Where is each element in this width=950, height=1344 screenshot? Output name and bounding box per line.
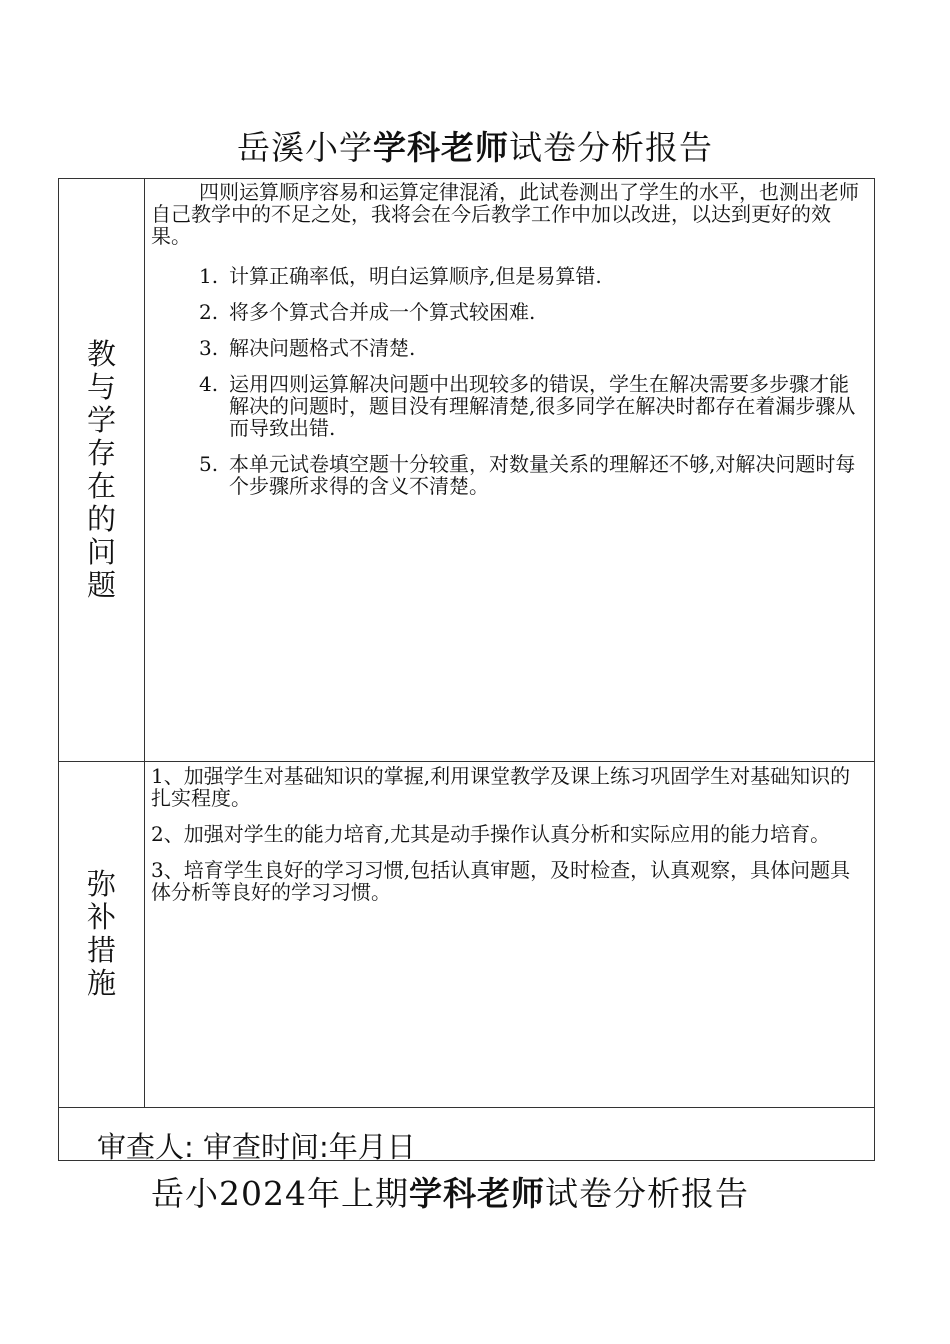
title-bold: 学科老师 [408,1174,545,1213]
report-title [0,122,950,169]
intro-paragraph: 四则运算顺序容易和运算定律混淆，此试卷测出了学生的水平，也测出老师自己教学中的不足之处，我将会在今后教学工作中加以改进，以达到更好的效果。 [151,180,859,248]
title-bold: 学科老师 [373,128,509,167]
measure-item: 3、培育学生良好的学习习惯,包括认真审题，及时检查，认真观察，具体问题具体分析等良好的学习习惯。 [151,858,851,904]
list-item: 2. 将多个算式合并成一个算式较困难. [199,300,536,324]
title-prefix: 岳溪小学 [237,128,373,167]
list-item: 5. 本单元试卷填空题十分较重，对数量关系的理解还不够,对解决问题时每个步骤所求得的含义不清楚。 [199,452,856,498]
row-divider [59,761,874,762]
title-suffix: 试卷分析报告 [509,128,713,167]
label-char: 与 [86,370,116,404]
measure-item: 1、加强学生对基础知识的掌握,利用课堂教学及课上练习巩固学生对基础知识的扎实程度。 [151,764,851,810]
column-divider [144,179,145,1107]
report-title-second [0,1168,925,1215]
section-label-problems [59,179,144,761]
label-char: 补 [86,900,116,934]
measures-content [151,765,866,917]
label-char: 学 [86,403,116,437]
analysis-table [58,178,875,1164]
label-char: 问 [86,535,116,569]
problems-content [151,181,866,511]
problem-list [151,265,866,497]
section-label-measures [59,761,144,1107]
label-char: 存 [86,436,116,470]
row-divider [59,1107,874,1108]
reviewer-line: 审查人: 审查时间:年月日 [97,1130,416,1164]
title-prefix: 岳小2024年上期 [151,1174,409,1213]
title-suffix: 试卷分析报告 [544,1174,749,1213]
label-char: 的 [86,502,116,536]
label-char: 在 [86,469,116,503]
label-char: 措 [86,933,116,967]
list-item: 1. 计算正确率低，明白运算顺序,但是易算错. [199,264,602,288]
measure-item: 2、加强对学生的能力培育,尤其是动手操作认真分析和实际应用的能力培育。 [151,822,831,846]
label-char: 施 [86,966,116,1000]
label-char: 题 [86,568,116,602]
label-char: 教 [86,337,116,371]
label-char: 弥 [86,867,116,901]
list-item: 4. 运用四则运算解决问题中出现较多的错误，学生在解决需要多步骤才能解决的问题时，题目没有理解清楚,很多同学在解决时都存在着漏步骤从而导致出错. [199,372,856,440]
list-item: 3. 解决问题格式不清楚. [199,336,416,360]
